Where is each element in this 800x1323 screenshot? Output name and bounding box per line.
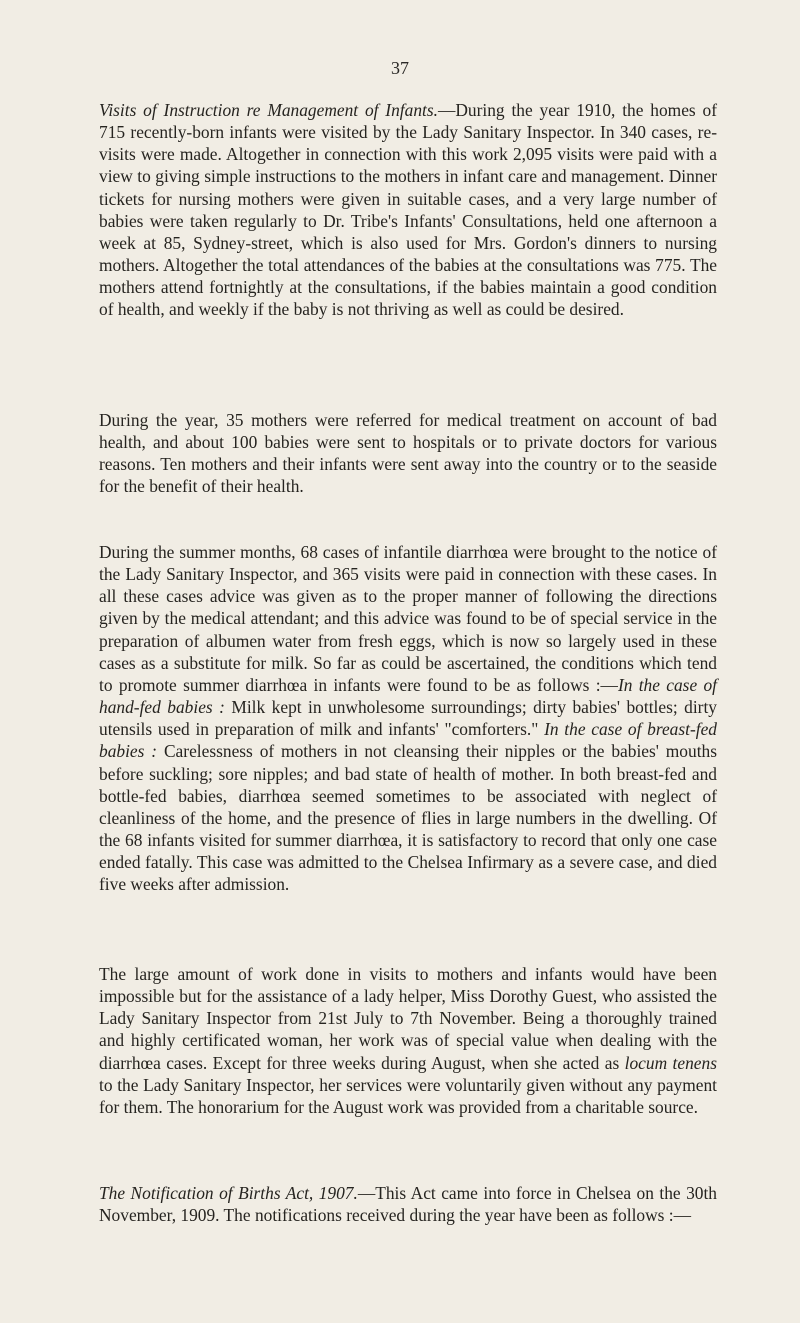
- paragraph-text: —During the year 1910, the homes of 715 recently-born infants were visited by the Lady Sanitary Inspector. In 340 cases, re-visits were made. Altogether in connection with this work 2,095 visits were paid with a view to giving simple instructions to the mothers in infant care and management. Dinner tickets for nursing mothers were given in suitable cases, and a very large number of babies were taken regularly to Dr. Tribe's Infants' Consultations, held one afternoon a week at 85, Sydney-street, which is also used for Mrs. Gordon's dinners to nursing mothers. Altogether the total attendances of the babies at the consultations was 775. The mothers attend fortnightly at the consultations, if the babies maintain a good condition of health, and weekly if the baby is not thriving as well as could be desired.: [99, 100, 717, 320]
- italic-phrase-breast-fed: In the case of breast-fed babies :: [99, 719, 718, 762]
- italic-phrase-locum-tenens: locum tenens: [624, 1052, 717, 1073]
- paragraph-notification-of-births: [99, 1182, 717, 1226]
- paragraph-text: During the summer months, 68 cases of infantile diarrhœa were brought to the notice of the Lady Sanitary Inspector, and 365 visits were paid in connection with these cases. In all these cases advice was given as to the proper manner of following the directions given by the medical attendant; and this advice was found to be of special service in the preparation of albumen water from fresh eggs, which is now so largely used in these cases as a substitute for milk. So far as could be ascertained, the conditions which tend to promote summer diarrhœa in infants were found to be as follows :—: [99, 542, 717, 695]
- paragraph-lady-helper: [99, 963, 717, 1118]
- paragraph-text: The large amount of work done in visits to mothers and infants would have been impossible but for the assistance of a lady helper, Miss Dorothy Guest, who assisted the Lady Sanitary Inspector from 21st July to 7th November. Being a thoroughly trained and highly certificated woman, her work was of special value when dealing with the diarrhœa cases. Except for three weeks during August, when she acted as: [99, 964, 717, 1073]
- paragraph-text: —This Act came into force in Chelsea on the 30th November, 1909. The notifications received during the year have been as follows :—: [99, 1183, 717, 1226]
- paragraph-medical-referrals: [99, 409, 717, 498]
- paragraph-text: Carelessness of mothers in not cleansing their nipples or the babies' mouths before suckling; sore nipples; and bad state of health of mother. In both breast-fed and bottle-fed babies, diarrhœa seemed sometimes to be associated with neglect of cleanliness of the home, and the presence of flies in large numbers in the dwelling. Of the 68 infants visited for summer diarrhœa, it is satisfactory to record that only one case ended fatally. This case was admitted to the Chelsea Infirmary as a severe case, and died five weeks after admission.: [99, 741, 717, 895]
- paragraph-summer-diarrhoea: [99, 541, 717, 896]
- paragraph-text: to the Lady Sanitary Inspector, her services were voluntarily given without any payment for them. The honorarium for the August work was provided from a charitable source.: [99, 1074, 717, 1117]
- section-heading-infant-management: Visits of Instruction re Management of Infants.: [99, 100, 438, 120]
- paragraph-text: During the year, 35 mothers were referred for medical treatment on account of bad health, and about 100 babies were sent to hospitals or to private doctors for various reasons. Ten mothers and their infants were sent away into the country or to the seaside for the benefit of their health.: [99, 410, 717, 497]
- italic-phrase-hand-fed: In the case of hand-fed babies :: [99, 674, 717, 718]
- section-heading-notification-act: The Notification of Births Act, 1907.: [99, 1183, 358, 1203]
- paragraph-text: Milk kept in unwholesome surroundings; dirty babies' bottles; dirty utensils used in preparation of milk and infants' "comforters.": [99, 697, 717, 740]
- paragraph-infant-visits: [99, 99, 717, 321]
- page-number: 37: [391, 58, 409, 78]
